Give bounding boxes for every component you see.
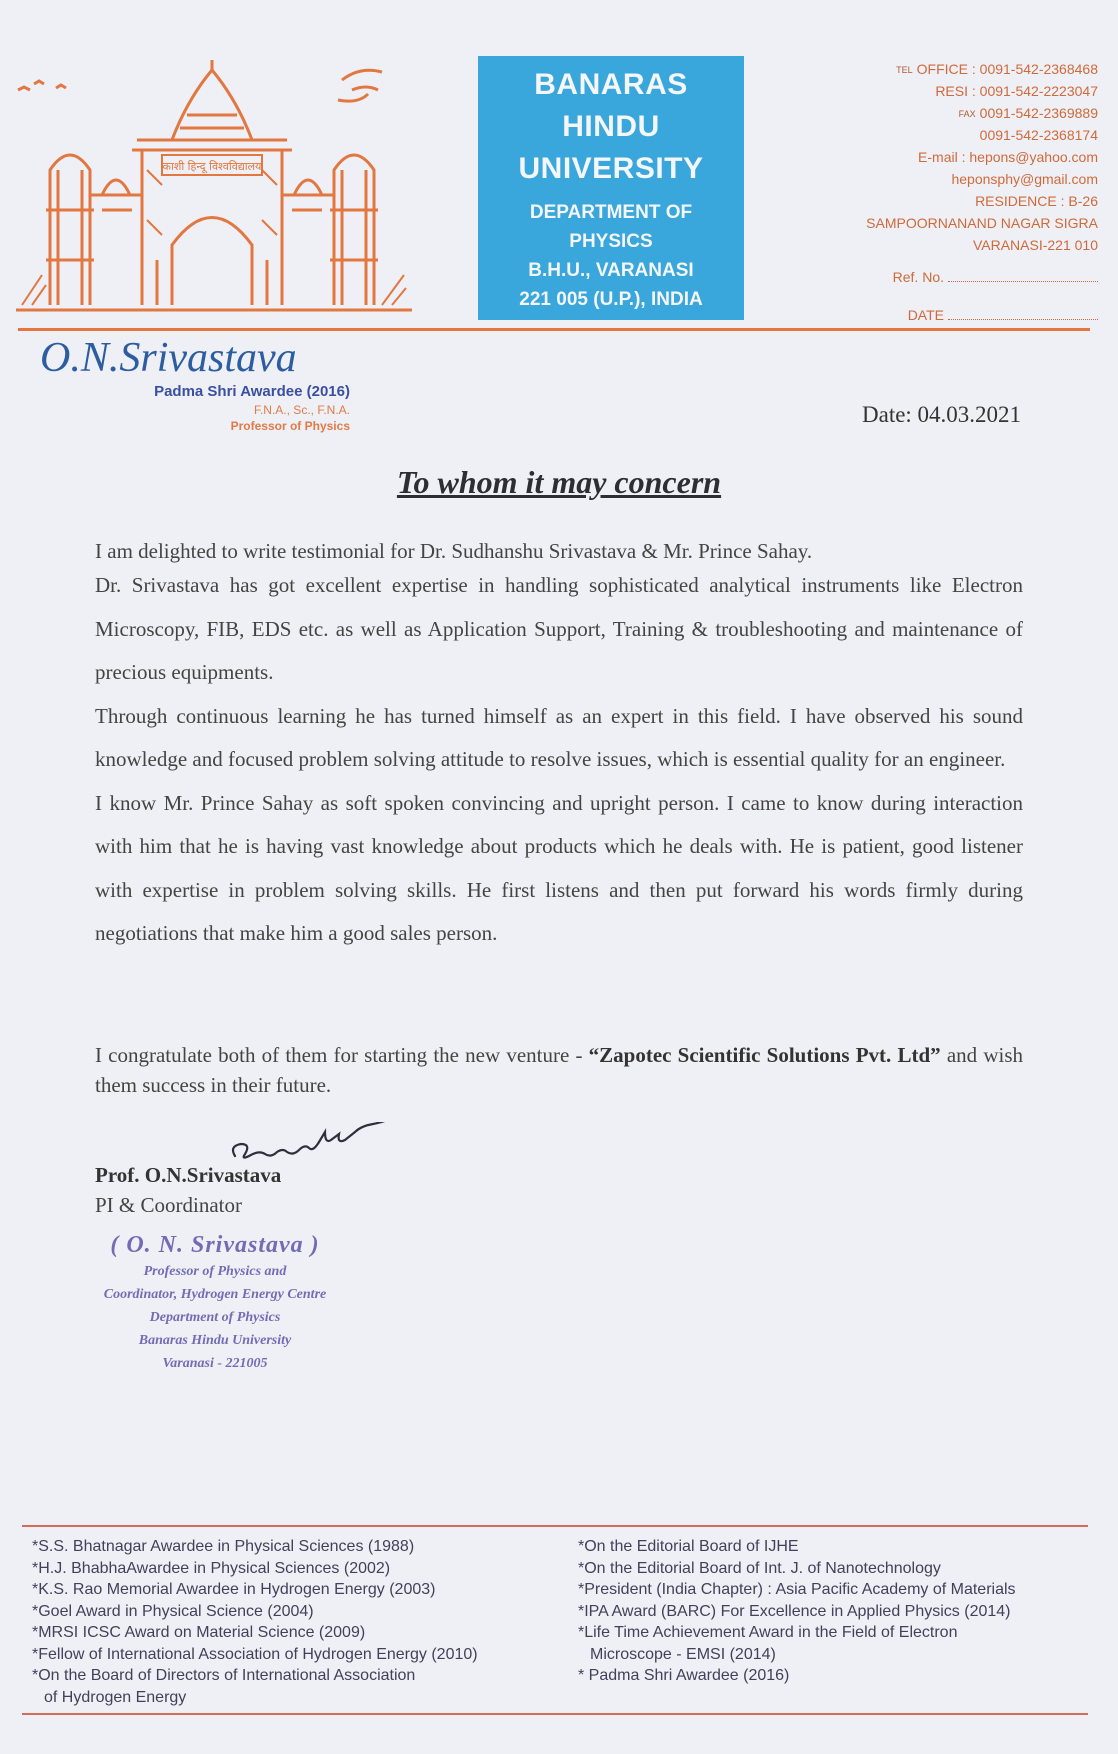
footer-divider-bottom [22,1713,1088,1715]
university-name-line-3: UNIVERSITY [518,152,704,185]
paragraph-1: Dr. Srivastava has got excellent expertise in handling sophisticated analytical instruments like Electron Microscopy, FIB, EDS etc. as well as Application Support, Training & troubleshooting and maintenance of precious equipments. [95,573,1023,684]
bhu-gate-logo [12,60,412,315]
intro-paragraph: I am delighted to write testimonial for Dr. Sudhanshu Srivastava & Mr. Prince Sahay. [95,539,813,563]
date-line [948,307,1098,320]
footer-item: *Fellow of International Association of Hydrogen Energy (2010) [32,1645,478,1663]
paragraph-2: Through continuous learning he has turned himself as an expert in this field. I have observed his sound knowledge and focused problem solving attitude to resolve issues, which is essential quality for an engineer. [95,703,1023,771]
stamp-line-4: Department of Physics [149,1310,281,1325]
stamp-line-5: Banaras Hindu University [138,1333,292,1348]
department-line-3: B.H.U., VARANASI [528,260,694,281]
author-title: Professor of Physics [230,419,350,433]
footer-item: of Hydrogen Energy [44,1688,187,1706]
office-phone: TEL OFFICE : 0091-542-2368468 [896,61,1098,77]
letter-date: Date: 04.03.2021 [862,402,1022,427]
university-name-line-2: HINDU [562,110,660,143]
address-line-1: SAMPOORNANAND NAGAR SIGRA [866,215,1098,231]
footer-item: *President (India Chapter) : Asia Pacific Academy of Materials [578,1581,1016,1598]
footer-item: *K.S. Rao Memorial Awardee in Hydrogen Energy (2003) [32,1581,436,1598]
handwritten-signature [225,1122,405,1168]
fax-2: 0091-542-2368174 [979,127,1098,143]
footer-item: *IPA Award (BARC) For Excellence in Applied Physics (2014) [578,1602,1011,1620]
author-block [40,334,350,434]
company-name: “Zapotec Scientific Solutions Pvt. Ltd” [588,1043,941,1067]
footer-item: *On the Editorial Board of IJHE [578,1538,799,1555]
footer-item: *Life Time Achievement Award in the Field of Electron [578,1624,958,1641]
footer-item: *Goel Award in Physical Science (2004) [32,1602,314,1620]
university-name-line-1: BANARAS [534,68,688,101]
email-2: heponsphy@gmail.com [951,171,1098,187]
letter-body [95,536,1023,956]
ref-no-line [948,269,1098,282]
footer-divider-top [22,1525,1088,1527]
university-banner [478,56,744,320]
footer-item: *S.S. Bhatnagar Awardee in Physical Sciences (1988) [32,1538,415,1555]
stamp-line-3: Coordinator, Hydrogen Energy Centre [103,1287,327,1302]
date-field: DATE [768,304,1098,326]
residence-address: RESIDENCE : B-26 [975,193,1098,209]
closing-paragraph: I congratulate both of them for starting the new venture - “Zapotec Scientific Solutions Pvt. Ltd” and wish them success in their future. [95,1043,1023,1097]
footer-item: *MRSI ICSC Award on Material Science (2009) [32,1624,366,1641]
footer-item: * Padma Shri Awardee (2016) [578,1667,790,1684]
contact-block [768,58,1098,326]
paragraph-3: I know Mr. Prince Sahay as soft spoken convincing and upright person. I came to know during interaction with him that he is having vast knowledge about products which he deals with. He is patient, good listener with expertise in problem solving skills. He first listens and then put forward his words firmly during negotiations that make him a good sales person. [95,790,1023,945]
residence-phone: RESI : 0091-542-2223047 [935,83,1098,99]
department-line-1: DEPARTMENT OF [529,202,693,223]
department-block [478,198,744,314]
stamp-line-6: Varanasi - 221005 [162,1356,268,1371]
signer-role: PI & Coordinator [95,1193,242,1217]
signer-name: Prof. O.N.Srivastava [95,1163,282,1187]
department-line-2: PHYSICS [569,231,653,252]
footer-item: *On the Board of Directors of International Association [32,1667,416,1684]
footer-awards-left [32,1536,552,1708]
ref-no-field: Ref. No. [768,266,1098,288]
author-degrees: F.N.A., Sc., F.N.A. [253,403,350,417]
footer-item: Microscope - EMSI (2014) [590,1645,776,1663]
footer-item: *On the Editorial Board of Int. J. of Nanotechnology [578,1559,941,1577]
author-award: Padma Shri Awardee (2016) [154,383,350,400]
address-line-2: VARANASI-221 010 [972,237,1098,253]
fax-mark: FAX [958,109,976,120]
footer-item: *H.J. BhabhaAwardee in Physical Sciences (2002) [32,1559,391,1577]
logo-inscription: काशी हिन्दू विश्वविद्यालय [162,160,262,173]
letter-heading: To whom it may concern [396,464,722,500]
header-divider [18,328,1090,331]
footer-awards-right [578,1536,1098,1687]
stamp-name: ( O. N. Srivastava ) [110,1232,320,1258]
email-1: E-mail : hepons@yahoo.com [918,149,1098,165]
tel-mark: TEL [896,65,913,76]
official-stamp [50,1230,380,1375]
author-name: O.N.Srivastava [40,335,297,381]
department-line-4: 221 005 (U.P.), INDIA [519,289,703,310]
fax-1: FAX 0091-542-2369889 [958,105,1098,121]
stamp-line-2: Professor of Physics and [143,1264,287,1279]
